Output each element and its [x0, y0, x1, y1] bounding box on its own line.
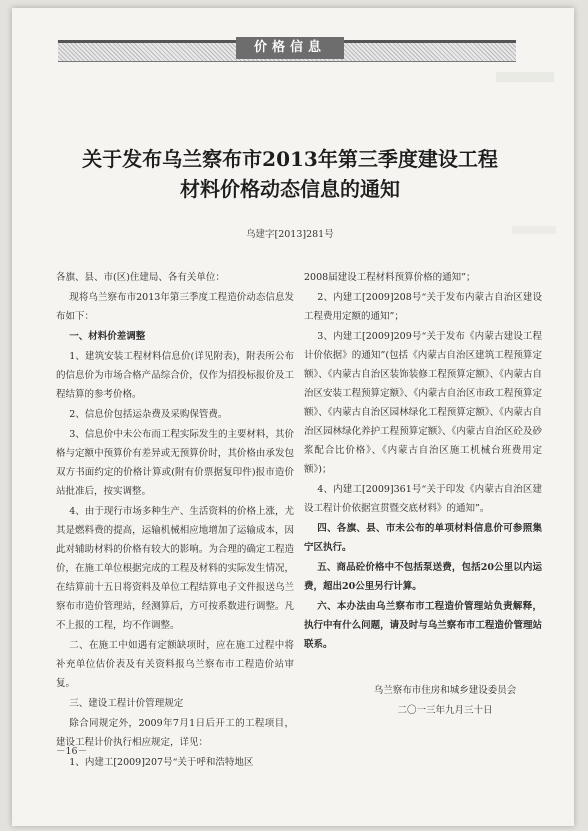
left-paragraph: 二、在施工中如遇有定额缺项时，应在施工过程中将补充单位估价表及有关资料报乌兰察布市工程造价站审复。	[56, 640, 294, 689]
left-paragraph: 各旗、县、市(区)住建局、各有关单位：	[56, 272, 225, 283]
left-paragraph: 现将乌兰察布市2013年第三季度工程造价动态信息发布如下：	[56, 292, 294, 322]
right-column	[304, 268, 542, 655]
signature-date: 二〇一三年九月三十日	[397, 705, 493, 716]
right-paragraph: 四、各旗、县、市未公布的单项材料信息价可参照集宁区执行。	[304, 523, 542, 553]
signature-issuer: 乌兰察布市住房和城乡建设委员会	[373, 685, 517, 696]
left-paragraph: 三、建设工程计价管理规定	[69, 698, 184, 709]
document-number: 乌建字[2013]281号	[246, 229, 334, 240]
right-paragraph: 2、内建工[2009]208号“关于发布内蒙古自治区建设工程费用定额的通知”；	[304, 292, 542, 322]
left-paragraph: 1、内建工[2009]207号“关于呼和浩特地区	[69, 757, 254, 768]
left-paragraph: 4、由于现行市场多种生产、生活资料的价格上涨，尤其是燃料费的提高，运输机械相应地增加了运输成本，因此对辅助材料的价格有较大的影响。为合理的确定工程造价，在施工单位根据完成的工程及材料的实际发生情况，在结算前十五日将资料及单位工程结算电子文件报送乌兰察布市造价管理站，经测算后，方可按系数进行调整。凡不上报的工程，均不作调整。	[56, 506, 294, 631]
left-paragraph: 2、信息价包括运杂费及采购保管费。	[69, 409, 228, 420]
document-title-line-1: 关于发布乌兰察布市2013年第三季度建设工程	[82, 147, 498, 171]
left-column	[56, 268, 294, 773]
right-paragraph: 3、内建工[2009]209号“关于发布《内蒙古建设工程计价依据》的通知”(包括《内蒙古自治区建筑工程预算定额》、《内蒙古自治区装饰装修工程预算定额》、《内蒙古自治区安装工程预算定额》、《内蒙古自治区市政工程预算定额》、《内蒙古自治区园林绿化工程预算定额》、《内蒙古自治区园林绿化养护工程预算定额》、《内蒙古自治区砼及砂浆配合比价格》、《内蒙古自治区施工机械台班费用定额》)；	[304, 331, 542, 475]
document-title	[40, 144, 540, 204]
left-paragraph: 3、信息价中未公布而工程实际发生的主要材料，其价格与定额中预算价有差异或无预算价时，其价格由承发包双方书面约定的价格计算或(附有价票据复印件)报市造价站批准后，按实调整。	[56, 429, 294, 497]
page-number: －16－	[56, 746, 88, 757]
section-header-label: 价格信息	[236, 37, 344, 59]
document-title-line-2: 材料价格动态信息的通知	[180, 177, 400, 201]
right-paragraph: 六、本办法由乌兰察布市工程造价管理站负责解释，执行中有什么问题，请及时与乌兰察布市工程造价管理站联系。	[304, 601, 542, 650]
left-paragraph: 一、材料价差调整	[69, 331, 146, 342]
left-paragraph: 除合同规定外，2009年7月1日后开工的工程项目，建设工程计价执行相应规定，详见：	[56, 718, 294, 748]
right-paragraph: 2008届建设工程材料预算价格的通知”；	[304, 272, 476, 283]
left-paragraph: 1、建筑安装工程材料信息价(详见附表)，附表所公布的信息价为市场合格产品综合价，仅作为招投标报价及工程结算的参考价格。	[56, 351, 294, 400]
right-paragraph: 五、商品砼价格中不包括泵送费，包括20公里以内运费，超出20公里另行计算。	[304, 562, 542, 592]
ghost-text-bleed-top	[496, 72, 554, 82]
ghost-text-bleed-mid	[512, 226, 556, 234]
right-paragraph: 4、内建工[2009]361号“关于印发《内蒙古自治区建设工程计价依据宣贯暨交底材料》的通知”。	[304, 484, 542, 514]
